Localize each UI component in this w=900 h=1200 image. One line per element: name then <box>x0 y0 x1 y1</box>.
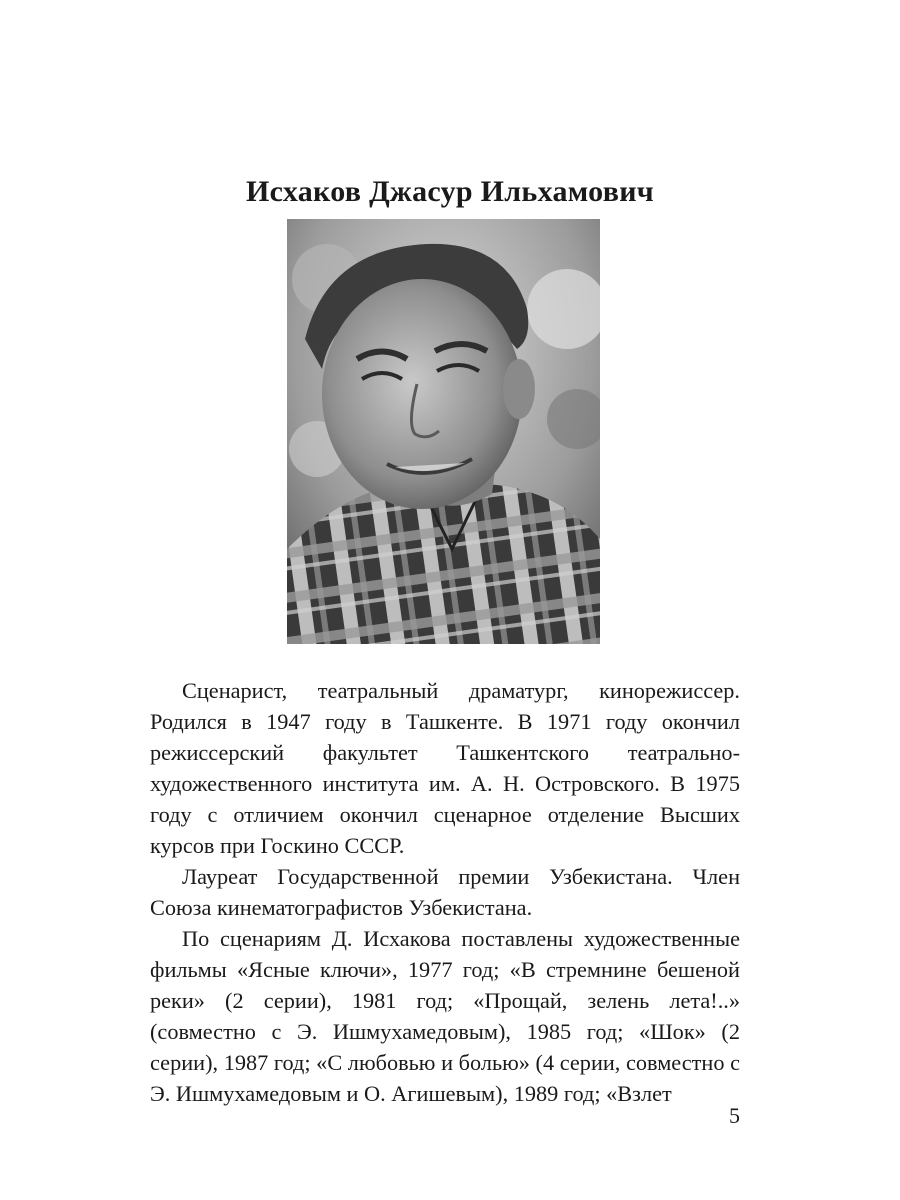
biography-paragraph: По сценариям Д. Исхакова поставлены художественные фильмы «Ясные ключи», 1977 год; «В стремнине бешеной реки» (2 серии), 1981 год; «Прощай, зелень лета!..» (совместно с Э. Ишмухамедовым), 1985 год; «Шок» (2 серии), 1987 год; «С любовью и болью» (4 серии, совместно с Э. Ишмухамедовым и О. Агишевым), 1989 год; «Взлет <box>150 926 740 1106</box>
page-number: 5 <box>729 1103 740 1128</box>
page-title: Исхаков Джасур Ильхамович <box>245 175 655 209</box>
biography-paragraph: Сценарист, театральный драматург, кинорежиссер. Родился в 1947 году в Ташкенте. В 1971 году окончил режиссерский факультет Ташкентского театрально-художественного института им. А. Н. Островского. В 1975 году с отличием окончил сценарное отделение Высших курсов при Госкино СССР. <box>150 678 740 858</box>
portrait-photo <box>287 219 600 644</box>
biography-text <box>150 675 740 1109</box>
biography-paragraph: Лауреат Государственной премии Узбекистана. Член Союза кинематографистов Узбекистана. <box>150 864 740 920</box>
